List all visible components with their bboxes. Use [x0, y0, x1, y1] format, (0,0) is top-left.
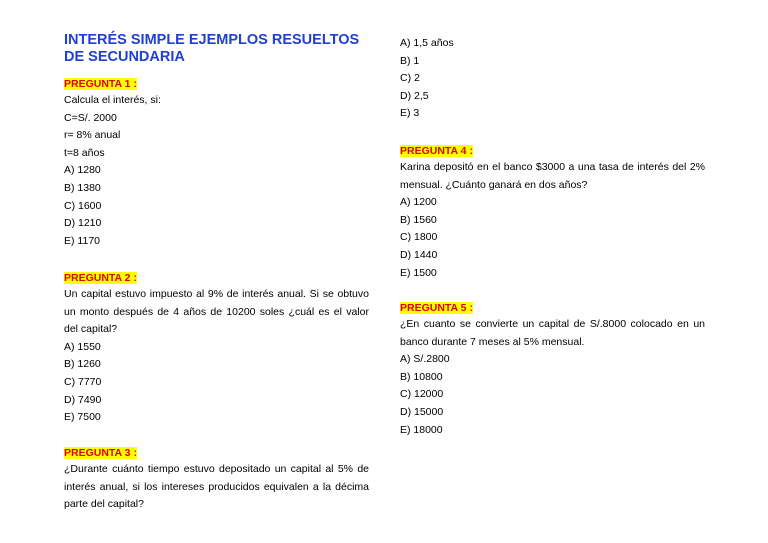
question-5-label-text: PREGUNTA 5: [400, 302, 467, 314]
question-5-label: [400, 301, 473, 315]
question-1: [64, 74, 369, 250]
question-1-line: Calcula el interés, si:: [64, 94, 161, 106]
option: D) 2,5: [400, 89, 429, 102]
question-3: [64, 443, 369, 514]
option: A) 1550: [64, 340, 101, 353]
option: D) 1440: [400, 248, 438, 261]
question-2-label: [64, 271, 137, 285]
question-3-options-continued: [400, 35, 705, 123]
question-3-text: ¿Durante cuánto tiempo estuvo depositado un capital al 5% de interés anual, si los intereses producidos equivalen a la décima parte del capital?: [64, 463, 369, 511]
option: E) 7500: [64, 411, 101, 424]
question-2-label-text: PREGUNTA 2: [64, 272, 131, 284]
question-4-label-colon: :: [469, 145, 473, 157]
option: A) S/.2800: [400, 353, 450, 366]
question-1-label-colon: :: [133, 78, 137, 90]
option: E) 18000: [400, 423, 443, 436]
question-2-text: Un capital estuvo impuesto al 9% de interés anual. Si se obtuvo un monto después de 4 años de 10200 soles ¿cuál es el valor del capital?: [64, 288, 369, 336]
question-1-label: [64, 77, 137, 91]
option: E) 1500: [400, 266, 437, 279]
question-2-options: [64, 339, 369, 427]
option: B) 1: [400, 54, 420, 67]
option: C) 1600: [64, 199, 102, 212]
question-1-line: t=8 años: [64, 146, 105, 159]
option: C) 1800: [400, 231, 438, 244]
question-4-label: [400, 144, 473, 158]
question-1-line: C=S/. 2000: [64, 111, 117, 124]
option: C) 12000: [400, 388, 444, 401]
question-2-label-colon: :: [133, 272, 137, 284]
question-1-options: [64, 162, 369, 250]
option: C) 2: [400, 72, 420, 85]
option: A) 1,5 años: [400, 37, 454, 49]
option: B) 10800: [400, 370, 443, 383]
option: D) 15000: [400, 405, 444, 418]
question-4-text: Karina depositó en el banco $3000 a una tasa de interés del 2% mensual. ¿Cuánto ganará en dos años?: [400, 161, 705, 191]
option: B) 1260: [64, 358, 101, 371]
option: D) 1210: [64, 217, 102, 230]
question-5-options: [400, 351, 705, 439]
question-4-options: [400, 194, 705, 282]
question-5-label-colon: :: [469, 302, 473, 314]
question-3-label-text: PREGUNTA 3: [64, 447, 131, 459]
option: B) 1560: [400, 213, 437, 226]
question-3-label-colon: :: [133, 447, 137, 459]
question-1-label-text: PREGUNTA 1: [64, 78, 131, 90]
question-3-label: [64, 446, 137, 460]
option: A) 1280: [64, 164, 101, 177]
option: B) 1380: [64, 181, 101, 194]
question-2: [64, 268, 369, 427]
question-5-text: ¿En cuanto se convierte un capital de S/.8000 colocado en un banco durante 7 meses al 5% mensual.: [400, 318, 705, 348]
question-1-line: r= 8% anual: [64, 129, 121, 142]
question-4-label-text: PREGUNTA 4: [400, 145, 467, 157]
question-3-options: [400, 35, 705, 123]
question-5: [400, 298, 705, 439]
option: E) 3: [400, 107, 420, 120]
option: D) 7490: [64, 393, 102, 406]
question-4: [400, 141, 705, 282]
document-title: INTERÉS SIMPLE EJEMPLOS RESUELTOS DE SECUNDARIA: [64, 32, 360, 65]
option: A) 1200: [400, 196, 437, 209]
option: C) 7770: [64, 375, 102, 388]
option: E) 1170: [64, 234, 100, 247]
